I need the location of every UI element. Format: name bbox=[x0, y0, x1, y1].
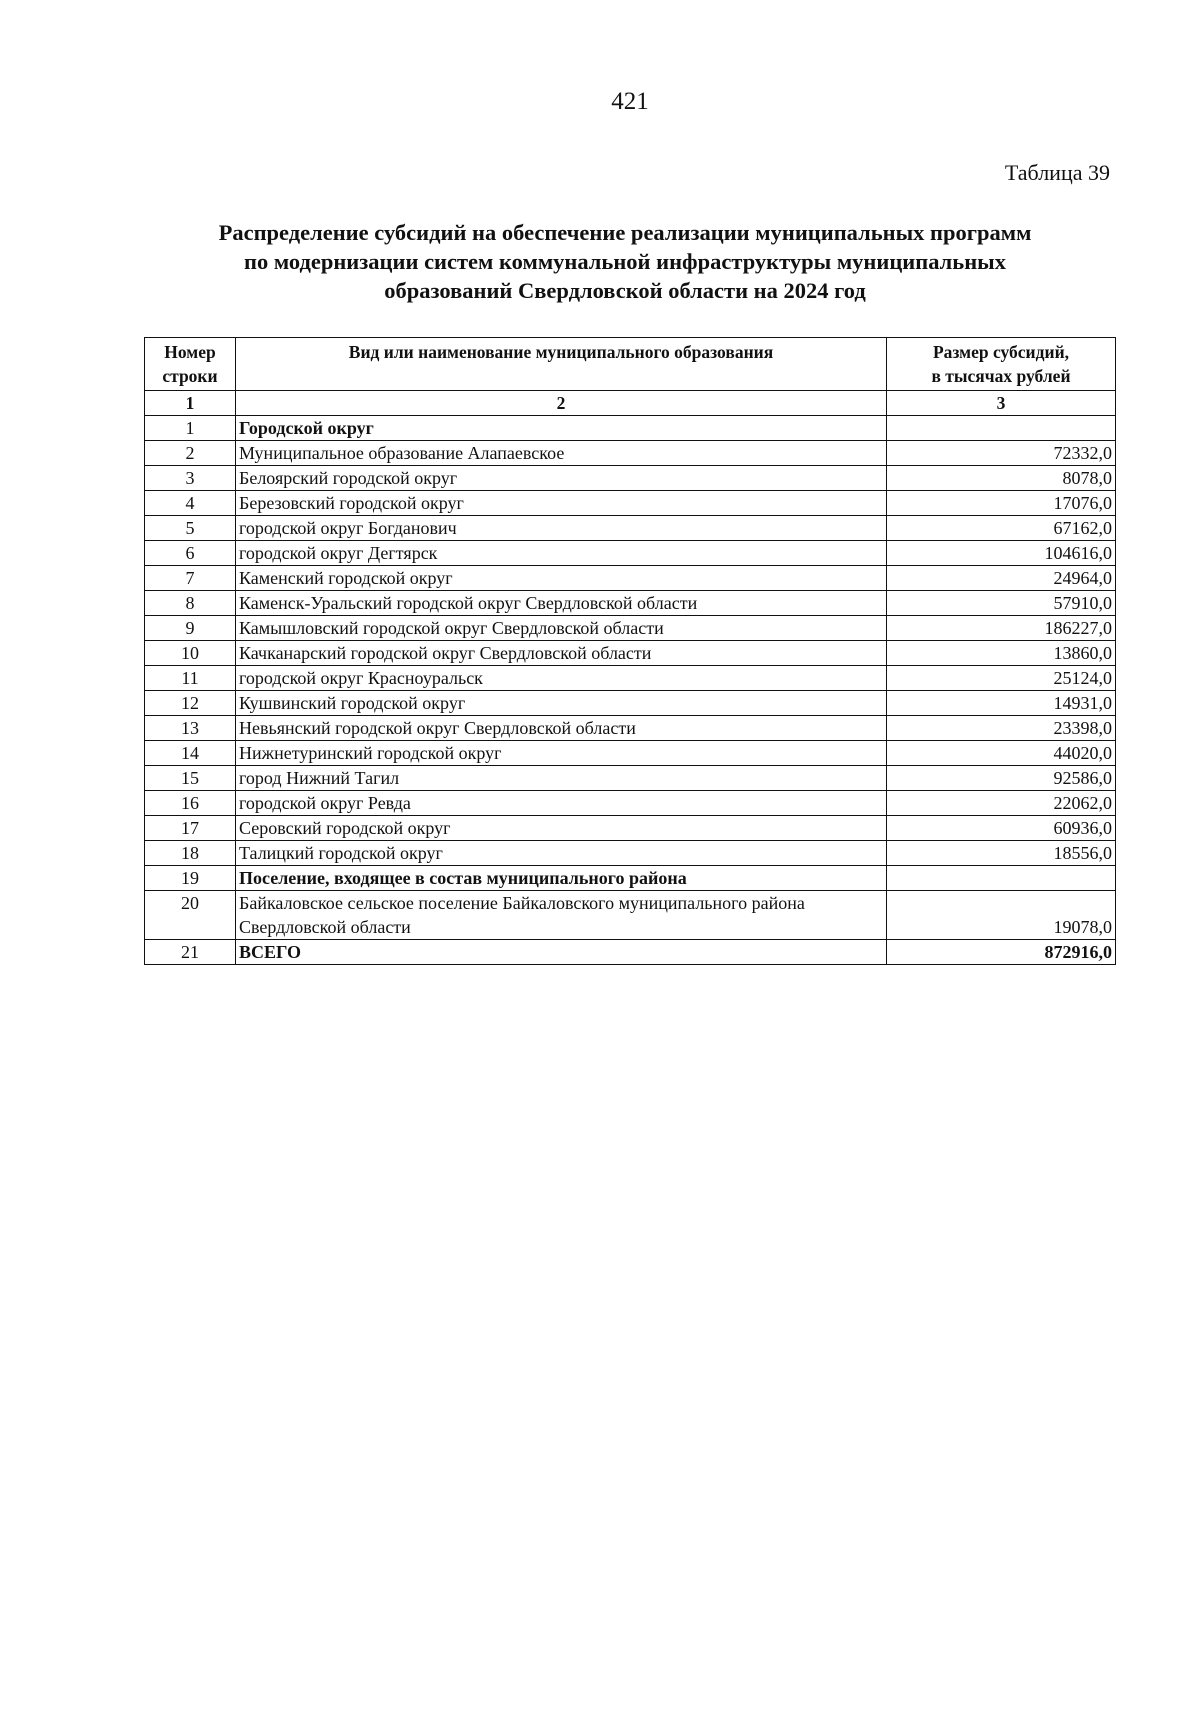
row-amount: 872916,0 bbox=[887, 940, 1116, 965]
table-row bbox=[145, 766, 1116, 791]
row-name: Байкаловское сельское поселение Байкаловского муниципального района Свердловской области bbox=[236, 891, 887, 940]
table-row bbox=[145, 816, 1116, 841]
subsidy-table bbox=[144, 337, 1116, 965]
row-name: город Нижний Тагил bbox=[236, 766, 887, 791]
row-amount bbox=[887, 866, 1116, 891]
row-number: 19 bbox=[145, 866, 236, 891]
row-amount: 13860,0 bbox=[887, 641, 1116, 666]
table-row bbox=[145, 891, 1116, 940]
row-number: 16 bbox=[145, 791, 236, 816]
table-row bbox=[145, 466, 1116, 491]
row-number: 11 bbox=[145, 666, 236, 691]
title-line: по модернизации систем коммунальной инфраструктуры муниципальных bbox=[243, 249, 1006, 274]
row-number: 2 bbox=[145, 441, 236, 466]
row-amount: 22062,0 bbox=[887, 791, 1116, 816]
table-label: Таблица 39 bbox=[1004, 160, 1110, 185]
table-row bbox=[145, 541, 1116, 566]
row-name: Каменский городской округ bbox=[236, 566, 887, 591]
row-amount: 14931,0 bbox=[887, 691, 1116, 716]
row-amount: 25124,0 bbox=[887, 666, 1116, 691]
row-amount: 186227,0 bbox=[887, 616, 1116, 641]
row-number: 21 bbox=[145, 940, 236, 965]
table-row bbox=[145, 441, 1116, 466]
table-header-row bbox=[145, 338, 1116, 391]
title-line: Распределение субсидий на обеспечение реализации муниципальных программ bbox=[218, 220, 1032, 245]
header-row-number: Номер строки bbox=[145, 338, 236, 391]
table-row bbox=[145, 641, 1116, 666]
row-name: Муниципальное образование Алапаевское bbox=[236, 441, 887, 466]
table-row bbox=[145, 566, 1116, 591]
row-number: 18 bbox=[145, 841, 236, 866]
row-name: Серовский городской округ bbox=[236, 816, 887, 841]
row-number: 10 bbox=[145, 641, 236, 666]
column-number: 3 bbox=[887, 391, 1116, 416]
document-title bbox=[140, 218, 1110, 305]
row-number: 5 bbox=[145, 516, 236, 541]
row-amount: 44020,0 bbox=[887, 741, 1116, 766]
row-number: 9 bbox=[145, 616, 236, 641]
row-amount: 60936,0 bbox=[887, 816, 1116, 841]
row-amount: 24964,0 bbox=[887, 566, 1116, 591]
table-row bbox=[145, 691, 1116, 716]
table-row bbox=[145, 616, 1116, 641]
row-number: 6 bbox=[145, 541, 236, 566]
row-amount: 23398,0 bbox=[887, 716, 1116, 741]
row-number: 14 bbox=[145, 741, 236, 766]
row-amount: 67162,0 bbox=[887, 516, 1116, 541]
table-row bbox=[145, 741, 1116, 766]
row-name: Каменск-Уральский городской округ Свердловской области bbox=[236, 591, 887, 616]
row-number: 15 bbox=[145, 766, 236, 791]
table-row bbox=[145, 591, 1116, 616]
row-number: 8 bbox=[145, 591, 236, 616]
row-amount: 92586,0 bbox=[887, 766, 1116, 791]
row-name: Поселение, входящее в состав муниципального района bbox=[236, 866, 887, 891]
row-amount: 72332,0 bbox=[887, 441, 1116, 466]
header-name: Вид или наименование муниципального образования bbox=[236, 338, 887, 391]
row-amount: 18556,0 bbox=[887, 841, 1116, 866]
row-name: Невьянский городской округ Свердловской области bbox=[236, 716, 887, 741]
table-row bbox=[145, 841, 1116, 866]
table-body bbox=[145, 416, 1116, 965]
table-row bbox=[145, 491, 1116, 516]
table-row bbox=[145, 416, 1116, 441]
row-name: ВСЕГО bbox=[236, 940, 887, 965]
column-number-row bbox=[145, 391, 1116, 416]
table-row bbox=[145, 866, 1116, 891]
row-amount: 104616,0 bbox=[887, 541, 1116, 566]
column-number: 1 bbox=[145, 391, 236, 416]
row-number: 1 bbox=[145, 416, 236, 441]
table-row bbox=[145, 791, 1116, 816]
row-name: Нижнетуринский городской округ bbox=[236, 741, 887, 766]
row-name: Городской округ bbox=[236, 416, 887, 441]
row-name: Березовский городской округ bbox=[236, 491, 887, 516]
row-name: Кушвинский городской округ bbox=[236, 691, 887, 716]
row-name: Талицкий городской округ bbox=[236, 841, 887, 866]
row-amount: 57910,0 bbox=[887, 591, 1116, 616]
row-amount: 19078,0 bbox=[887, 891, 1116, 940]
table-row bbox=[145, 666, 1116, 691]
column-number: 2 bbox=[236, 391, 887, 416]
row-name: Качканарский городской округ Свердловской области bbox=[236, 641, 887, 666]
row-name: городской округ Дегтярск bbox=[236, 541, 887, 566]
row-name: Белоярский городской округ bbox=[236, 466, 887, 491]
row-number: 3 bbox=[145, 466, 236, 491]
row-number: 17 bbox=[145, 816, 236, 841]
row-number: 7 bbox=[145, 566, 236, 591]
header-amount: Размер субсидий, в тысячах рублей bbox=[887, 338, 1116, 391]
row-amount: 17076,0 bbox=[887, 491, 1116, 516]
row-amount bbox=[887, 416, 1116, 441]
row-name: городской округ Богданович bbox=[236, 516, 887, 541]
row-name: городской округ Ревда bbox=[236, 791, 887, 816]
row-name: Камышловский городской округ Свердловской области bbox=[236, 616, 887, 641]
page-number: 421 bbox=[611, 88, 649, 115]
title-line: образований Свердловской области на 2024 год bbox=[384, 278, 866, 303]
row-number: 13 bbox=[145, 716, 236, 741]
row-name: городской округ Красноуральск bbox=[236, 666, 887, 691]
row-number: 4 bbox=[145, 491, 236, 516]
table-row bbox=[145, 716, 1116, 741]
table-row bbox=[145, 516, 1116, 541]
row-number: 20 bbox=[145, 891, 236, 940]
table-row bbox=[145, 940, 1116, 965]
row-number: 12 bbox=[145, 691, 236, 716]
row-amount: 8078,0 bbox=[887, 466, 1116, 491]
